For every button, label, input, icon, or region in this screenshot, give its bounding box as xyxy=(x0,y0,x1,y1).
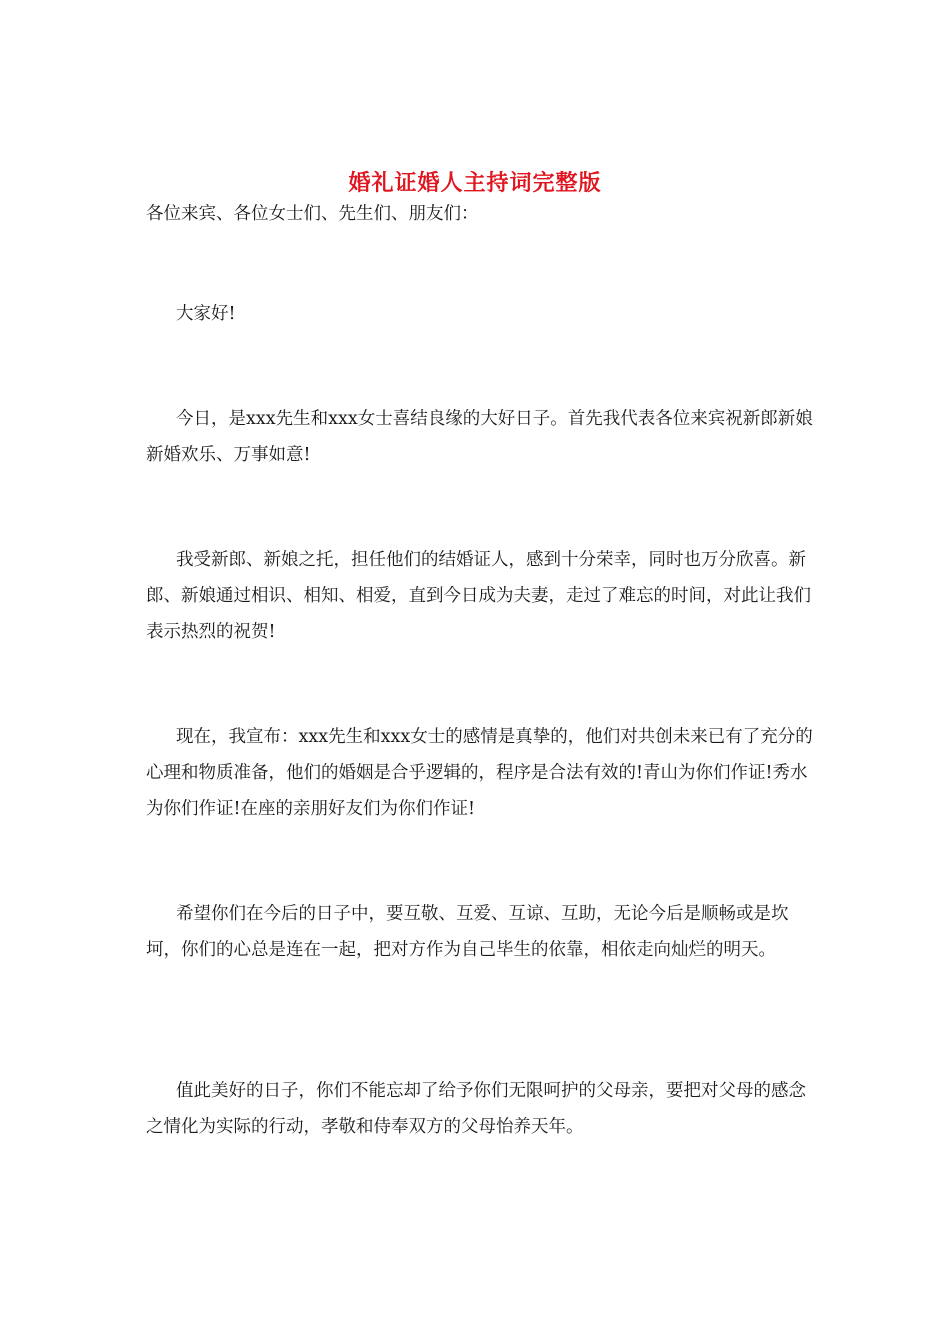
paragraph-6: 值此美好的日子，你们不能忘却了给予你们无限呵护的父母亲，要把对父母的感念之情化为实际的行动，孝敬和侍奉双方的父母怡养天年。 xyxy=(146,1081,806,1137)
paragraph-5: 希望你们在今后的日子中，要互敬、互爱、互谅、互助，无论今后是顺畅或是坎坷，你们的心总是连在一起，把对方作为自己毕生的依靠，相依走向灿烂的明天。 xyxy=(146,904,789,960)
document-title: 婚礼证婚人主持词完整版 xyxy=(348,169,602,196)
paragraph-4: 现在，我宣布：xxx先生和xxx女士的感情是真挚的，他们对共创未来已有了充分的心理和物质准备，他们的婚姻是合乎逻辑的，程序是合法有效的!青山为你们作证!秀水为你们作证!在座的亲朋好友们为你们作证! xyxy=(146,727,813,819)
paragraph-3: 我受新郎、新娘之托，担任他们的结婚证人，感到十分荣幸，同时也万分欣喜。新郎、新娘通过相识、相知、相爱，直到今日成为夫妻，走过了难忘的时间，对此让我们表示热烈的祝贺! xyxy=(146,550,811,642)
paragraph-2: 今日，是xxx先生和xxx女士喜结良缘的大好日子。首先我代表各位来宾祝新郎新娘新婚欢乐、万事如意! xyxy=(146,409,813,465)
paragraph-1: 大家好! xyxy=(176,304,236,324)
greeting-line: 各位来宾、各位女士们、先生们、朋友们： xyxy=(146,204,479,224)
